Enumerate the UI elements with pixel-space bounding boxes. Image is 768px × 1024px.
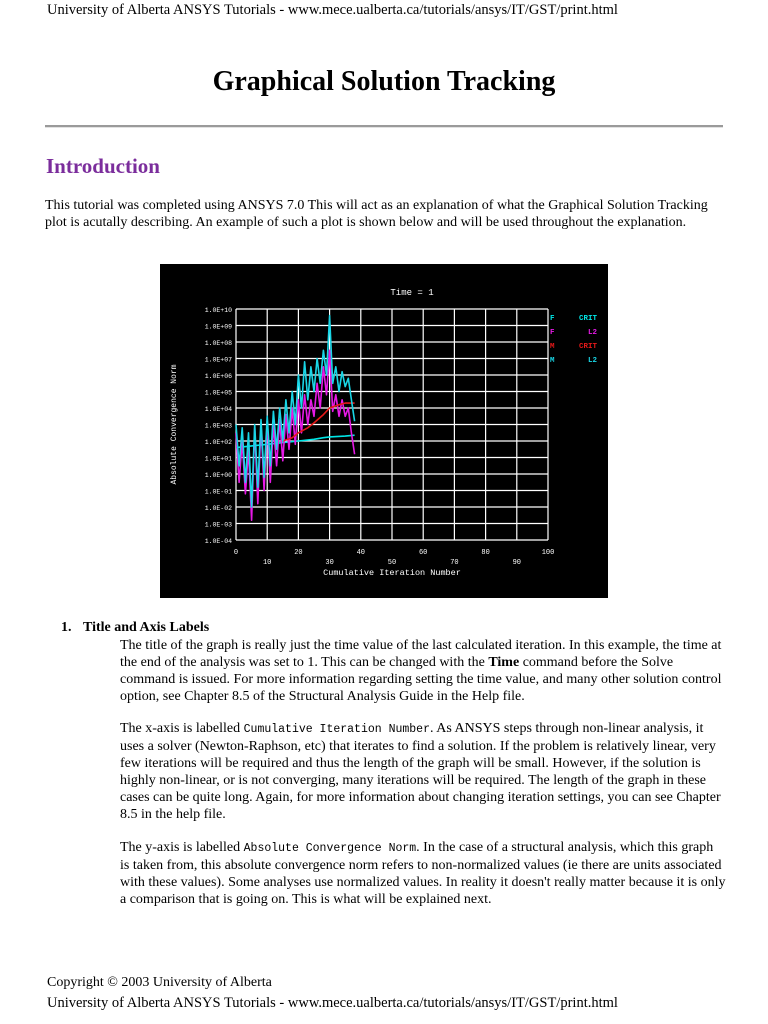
y-tick-label: 1.0E+06: [204, 373, 232, 380]
legend-key: M: [550, 357, 555, 365]
y-tick-label: 1.0E+00: [204, 472, 232, 479]
paragraph-x-axis: [120, 720, 726, 823]
p2-text-b: . As ANSYS steps through non-linear analysis, it uses a solver (Newton-Raphson, etc) that iterates to find a solution. If the problem is relatively linear, very few iterations will be required and thus the length of the graph will be small. However, if the solution is highly non-linear, or is not converging, many iterations will be required. The length of the graph in these cases can be quite long. Again, for more information about changing iteration settings, you can see Chapter 8.5 in the help file.: [120, 721, 721, 822]
y-tick-label: 1.0E+03: [204, 422, 232, 430]
x-axis-label: Cumulative Iteration Number: [323, 568, 461, 578]
x-tick-label: 70: [450, 559, 459, 567]
legend-key: F: [550, 315, 555, 323]
x-tick-label: 10: [262, 559, 272, 567]
section-heading-introduction: Introduction: [46, 154, 160, 178]
p2-text-a: The x-axis is labelled: [120, 721, 244, 736]
horizontal-rule: [45, 125, 723, 128]
page-title: Graphical Solution Tracking: [212, 66, 556, 97]
y-axis-label-code: Absolute Convergence Norm: [243, 842, 417, 855]
convergence-plot: [160, 264, 608, 598]
legend-label: CRIT: [578, 343, 597, 351]
list-number: 1.: [61, 620, 72, 635]
x-axis-label-code: Cumulative Iteration Number: [243, 723, 430, 736]
page-header-url: University of Alberta ANSYS Tutorials - www.mece.ualberta.ca/tutorials/ansys/IT/GST/print.html: [47, 2, 618, 18]
p1-text-b: command before the Solve command is issued. For more information regarding setting the time value, and many other solution control option, see Chapter 8.5 of the Structural Analysis Guide in the Help file.: [120, 655, 722, 704]
y-tick-label: 1.0E+01: [204, 455, 232, 463]
footer-copyright: Copyright © 2003 University of Alberta: [47, 975, 272, 990]
p1-text-a: The title of the graph is really just the time value of the last calculated iteration. In this example, the time at the end of the analysis was set to 1. This can be changed with the: [120, 638, 722, 670]
list-item-title: Title and Axis Labels: [83, 620, 210, 635]
x-tick-label: 100: [541, 549, 555, 557]
y-tick-label: 1.0E-03: [204, 521, 232, 529]
p3-text-a: The y-axis is labelled: [120, 840, 244, 855]
chart-title: Time = 1: [390, 288, 434, 298]
legend-key: M: [550, 343, 555, 351]
footer-url: University of Alberta ANSYS Tutorials - www.mece.ualberta.ca/tutorials/ansys/IT/GST/print.html: [47, 995, 618, 1011]
time-command-keyword: Time: [488, 655, 520, 670]
x-tick-label: 40: [356, 549, 366, 557]
y-tick-label: 1.0E+05: [204, 389, 232, 397]
x-tick-label: 80: [481, 549, 490, 557]
x-tick-label: 90: [512, 559, 522, 567]
y-tick-label: 1.0E+09: [204, 323, 232, 331]
y-tick-label: 1.0E+08: [204, 340, 232, 347]
intro-paragraph: This tutorial was completed using ANSYS 7.0 This will act as an explanation of what the Graphical Solution Tracking plot is acutally describing. An example of such a plot is shown below and will be used throughout the explanation.: [45, 198, 708, 230]
y-tick-label: 1.0E+02: [204, 439, 232, 446]
y-tick-label: 1.0E-01: [204, 488, 232, 496]
y-tick-label: 1.0E-04: [204, 538, 232, 545]
x-tick-label: 50: [387, 559, 397, 567]
y-tick-label: 1.0E+04: [204, 406, 232, 413]
legend-key: F: [550, 329, 555, 337]
x-tick-label: 30: [325, 559, 334, 567]
legend-label: L2: [587, 329, 597, 337]
p3-text-b: . In the case of a structural analysis, which this graph is taken from, this absolute convergence norm refers to non-normalized values (ie there are units associated with these values). Some analyses use normalized values. In reality it doesn't really matter because it is only a comparison that is going on. This is what will be explained next.: [120, 840, 726, 907]
paragraph-y-axis: [120, 839, 726, 908]
x-tick-label: 60: [418, 549, 428, 557]
y-tick-label: 1.0E-02: [204, 505, 232, 512]
paragraph-title-explanation: [120, 637, 726, 705]
x-tick-label: 0: [233, 549, 239, 557]
legend-label: L2: [587, 357, 597, 365]
y-axis-label: Absolute Convergence Norm: [170, 364, 179, 485]
convergence-plot-svg: [160, 264, 608, 598]
x-tick-label: 20: [294, 549, 303, 557]
y-tick-label: 1.0E+10: [204, 307, 232, 314]
legend-label: CRIT: [578, 315, 597, 323]
y-tick-label: 1.0E+07: [204, 356, 232, 364]
